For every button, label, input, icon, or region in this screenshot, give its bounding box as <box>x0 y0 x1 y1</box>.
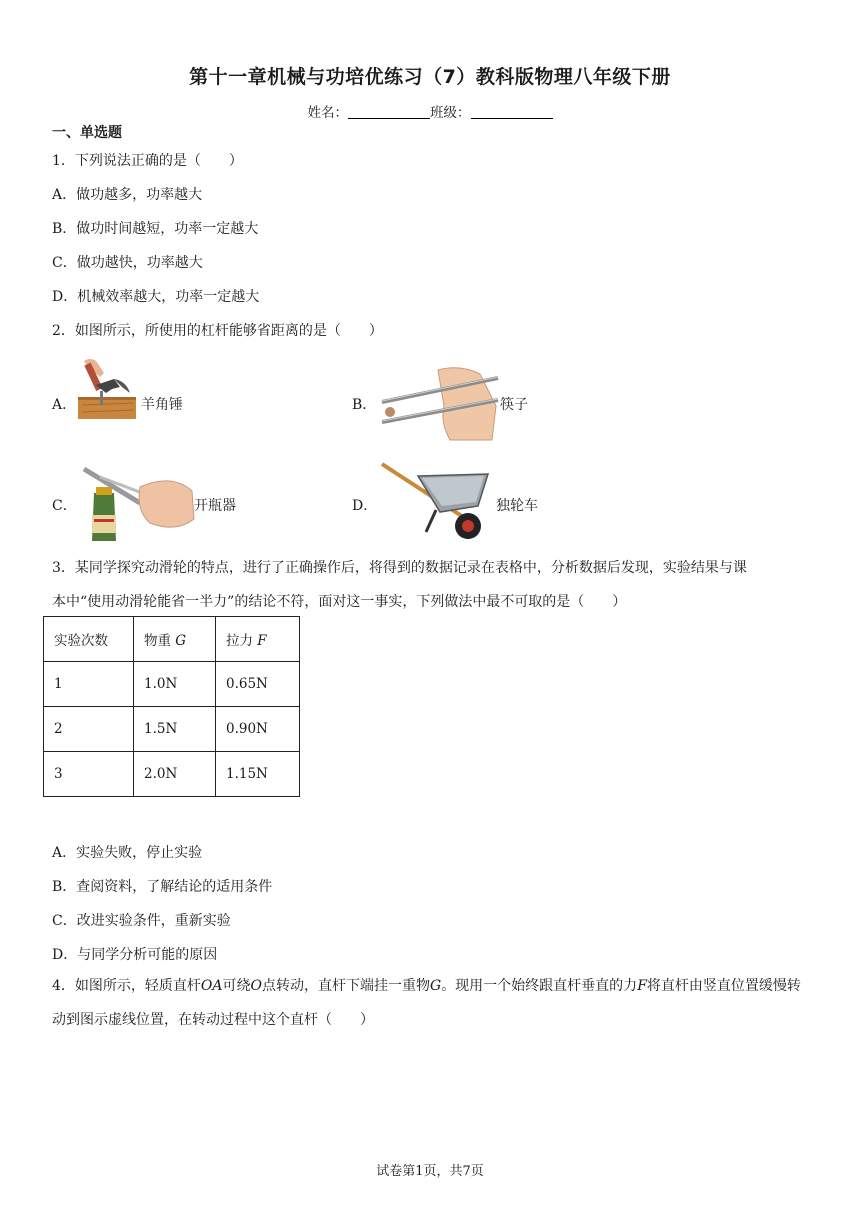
table-cell: 2 <box>44 707 134 752</box>
q3-option-c[interactable]: C．改进实验条件，重新实验 <box>52 913 231 929</box>
q1-option-d[interactable]: D．机械效率越大，功率一定越大 <box>52 289 260 305</box>
q1-option-b[interactable]: B．做功时间越短，功率一定越大 <box>52 221 259 237</box>
table-row <box>44 707 300 752</box>
table-cell: 3 <box>44 752 134 797</box>
table-header-row <box>44 617 300 662</box>
q2-option-c-label: 开瓶器 <box>194 498 236 514</box>
claw-hammer-icon <box>76 357 138 421</box>
section-heading: 一、单选题 <box>52 125 122 141</box>
table-cell: 0.90N <box>216 707 300 752</box>
table-row <box>44 752 300 797</box>
name-label: 姓名： <box>307 105 348 121</box>
q3-stem-line-2: 本中“使用动滑轮能省一半力”的结论不符，面对这一事实，下列做法中最不可取的是（ ） <box>52 594 627 610</box>
bottle-opener-icon <box>80 463 196 541</box>
table-cell: 1 <box>44 662 134 707</box>
q2-option-a-label: 羊角锤 <box>141 397 183 413</box>
page-title: 第十一章机械与功培优练习（7）教科版物理八年级下册 <box>189 66 671 88</box>
q3-stem-line-1: 3．某同学探究动滑轮的特点，进行了正确操作后，将得到的数据记录在表格中，分析数据后发现，实验结果与课 <box>52 560 747 576</box>
q2-option-b-label: 筷子 <box>500 397 528 413</box>
table-cell: 1.0N <box>134 662 216 707</box>
q2-option-d-label: 独轮车 <box>496 498 538 514</box>
q3-option-d[interactable]: D．与同学分析可能的原因 <box>52 947 218 963</box>
student-info <box>0 101 860 121</box>
q4-stem: 4．如图所示，轻质直杆OA可绕O点转动，直杆下端挂一重物G。现用一个始终跟直杆垂直的力F将直杆由竖直位置缓慢转动到图示虚线位置，在转动过程中这个直杆（ ） <box>52 978 801 1028</box>
wheelbarrow-icon <box>378 462 496 542</box>
table-row <box>44 662 300 707</box>
q3-option-a[interactable]: A．实验失败，停止实验 <box>52 845 203 861</box>
q1-option-a[interactable]: A．做功越多，功率越大 <box>52 187 203 203</box>
table-cell: 2.0N <box>134 752 216 797</box>
table-cell: 0.65N <box>216 662 300 707</box>
table-cell: 1.5N <box>134 707 216 752</box>
class-label: 班级： <box>430 105 471 121</box>
q3-option-b[interactable]: B．查阅资料，了解结论的适用条件 <box>52 879 273 895</box>
q2-stem: 2．如图所示，所使用的杠杆能够省距离的是（ ） <box>52 323 383 339</box>
header-pull: 拉力 F <box>216 617 300 662</box>
q2-option-a-letter[interactable]: A． <box>52 397 77 413</box>
header-weight: 物重 G <box>134 617 216 662</box>
q3-data-table <box>43 616 300 797</box>
table-cell: 1.15N <box>216 752 300 797</box>
page-footer: 试卷第1页，共7页 <box>376 1164 484 1179</box>
name-blank[interactable] <box>348 104 430 119</box>
header-trial: 实验次数 <box>44 617 134 662</box>
q2-option-c-letter[interactable]: C． <box>52 498 77 514</box>
q2-option-b-letter[interactable]: B． <box>352 397 377 413</box>
class-blank[interactable] <box>471 104 553 119</box>
q1-stem: 1．下列说法正确的是（ ） <box>52 153 243 169</box>
q2-option-d-letter[interactable]: D． <box>352 498 378 514</box>
q1-option-c[interactable]: C．做功越快，功率越大 <box>52 255 203 271</box>
chopsticks-icon <box>380 366 500 442</box>
